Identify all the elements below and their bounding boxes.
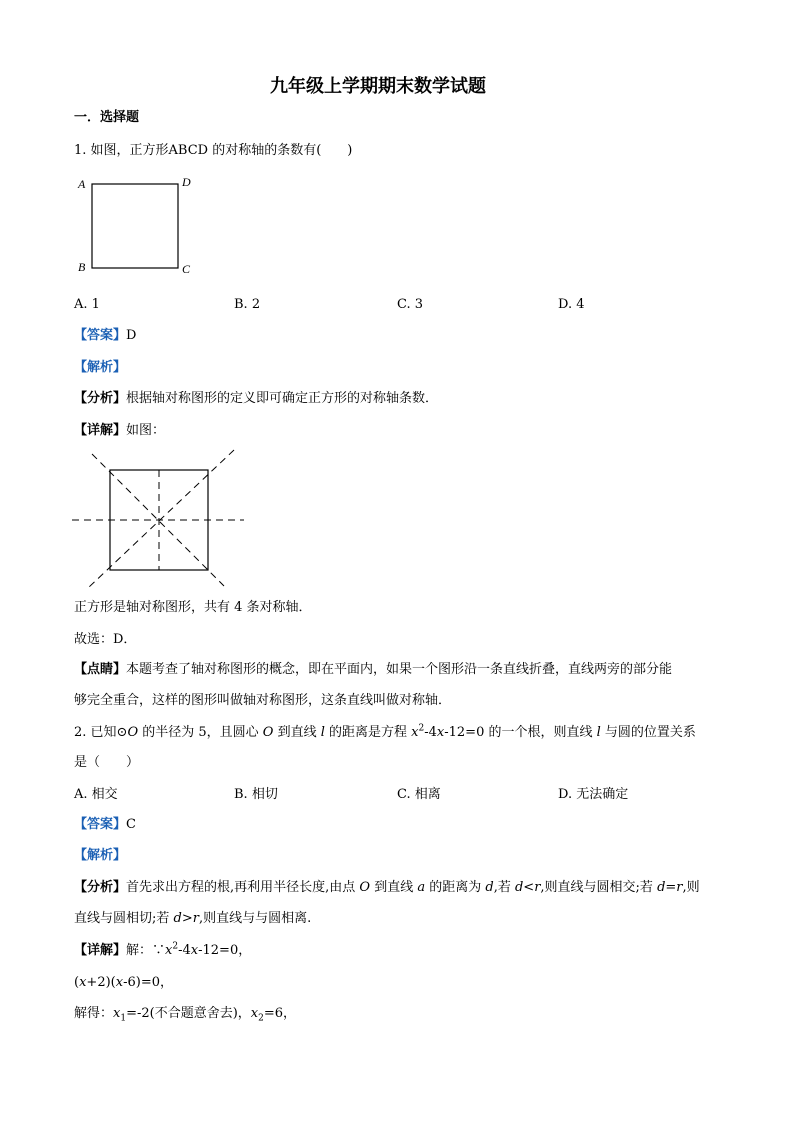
q1-choose: 故选：D． xyxy=(74,632,137,647)
fenxi-text: 根据轴对称图形的定义即可确定正方形的对称轴条数． xyxy=(126,391,439,406)
detail-tag: 【详解】 xyxy=(74,943,127,958)
detail-text: 如图： xyxy=(126,423,166,438)
q2-stem-line2: 是（ ） xyxy=(74,755,140,770)
q1-symmetry-axes-figure xyxy=(70,448,246,592)
q2-factor-line: (x+2)(x-6)=0， xyxy=(74,975,173,990)
vertex-label-d: D xyxy=(182,175,191,189)
q1-detail xyxy=(74,423,165,439)
q2-detail: 【详解】解：$\because x^2-4x-12=0$， xyxy=(74,941,252,958)
q2-fenxi-line1: 【分析】首先求出方程的根,再利用半径长度,由点 O 到直线 a 的距离为 d,若 d<r,则直线与圆相交;若 d=r,则 xyxy=(74,880,700,895)
q2-option-c: C. 相离 xyxy=(397,787,441,802)
section-heading: 一．选择题 xyxy=(74,110,140,125)
q2-stem-line1: 2. 已知⊙O 的半径为 5，且圆心 O 到直线 l 的距离是方程 $x^2-4x-12=0$ 的一个根，则直线 l 与圆的位置关系 xyxy=(74,723,696,740)
vertex-label-c: C xyxy=(182,262,191,276)
answer-value: D xyxy=(126,328,137,343)
answer-tag: 【答案】 xyxy=(74,817,127,832)
q2-option-d: D. 无法确定 xyxy=(558,787,629,802)
q2-analysis-tag: 【解析】 xyxy=(74,848,127,863)
comment-tag: 【点睛】 xyxy=(74,662,127,677)
q1-conclusion: 正方形是轴对称图形，共有 4 条对称轴． xyxy=(74,600,312,615)
fenxi-tag: 【分析】 xyxy=(74,391,127,406)
q1-answer xyxy=(74,328,136,344)
q1-option-c: C. 3 xyxy=(397,297,424,312)
fenxi-tag: 【分析】 xyxy=(74,880,127,895)
q2-fenxi-line2: 直线与圆相切;若 d>r,则直线与与圆相离. xyxy=(74,911,312,926)
page-title: 九年级上学期期末数学试题 xyxy=(270,76,486,97)
q1-option-b: B. 2 xyxy=(234,297,261,312)
answer-tag: 【答案】 xyxy=(74,328,127,343)
q1-fenxi xyxy=(74,391,438,407)
q1-option-a: A. 1 xyxy=(74,297,100,312)
q2-option-b: B. 相切 xyxy=(234,787,278,802)
q1-option-d: D. 4 xyxy=(558,297,585,312)
q1-square-figure xyxy=(70,172,210,282)
detail-tag: 【详解】 xyxy=(74,423,127,438)
q2-option-a: A. 相交 xyxy=(74,787,118,802)
answer-value: C xyxy=(126,817,136,832)
q1-comment-line1: 【点睛】本题考查了轴对称图形的概念，即在平面内，如果一个图形沿一条直线折叠，直线两旁的部分能 xyxy=(74,662,673,677)
square-abcd xyxy=(92,184,178,268)
q2-answer xyxy=(74,817,136,833)
q1-stem: 1. 如图，正方形ABCD 的对称轴的条数有( ) xyxy=(74,143,353,158)
q1-analysis-tag: 【解析】 xyxy=(74,360,127,375)
q2-solve-line: 解得：$x_1=-2$(不合题意舍去)，$x_2=6$， xyxy=(74,1006,297,1024)
q1-comment-line2: 够完全重合，这样的图形叫做轴对称图形，这条直线叫做对称轴． xyxy=(74,693,452,708)
vertex-label-a: A xyxy=(78,177,86,191)
vertex-label-b: B xyxy=(78,260,86,274)
